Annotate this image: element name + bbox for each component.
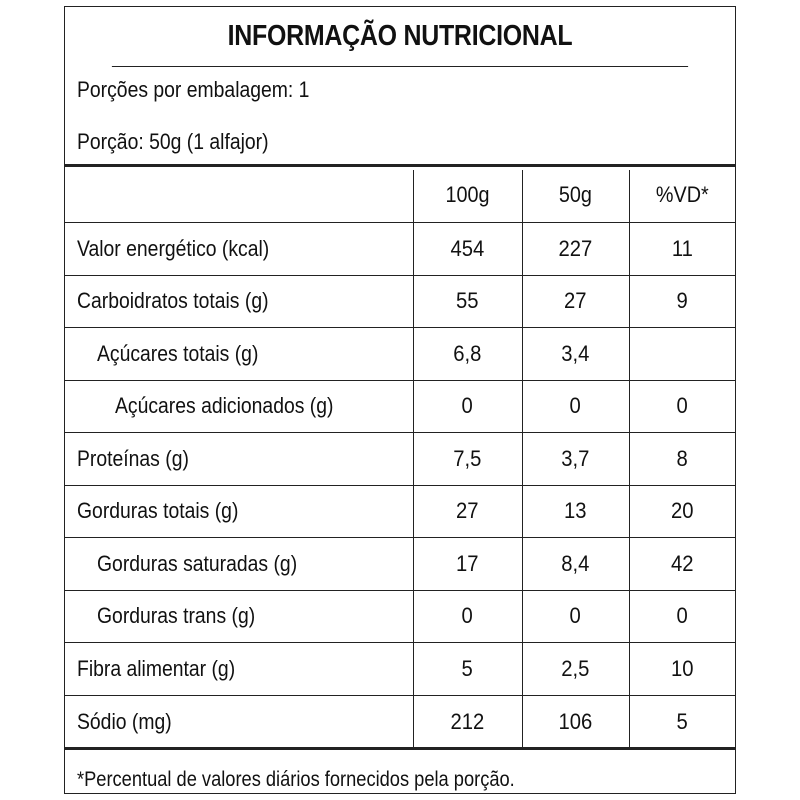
- value-100g: [413, 328, 522, 381]
- value-50g: [522, 380, 629, 433]
- value-100g: [413, 275, 522, 328]
- value-50g: [522, 590, 629, 643]
- value-vd-text: 42: [670, 550, 694, 576]
- value-50g-text: 0: [569, 393, 582, 419]
- serving-info: [65, 67, 735, 167]
- value-100g-text: 0: [461, 603, 474, 629]
- value-50g-text: 227: [558, 235, 593, 261]
- value-50g-text: 3,4: [561, 340, 590, 366]
- row-label-text: Gorduras trans (g): [97, 603, 256, 629]
- value-100g: [413, 485, 522, 538]
- value-vd: [629, 275, 735, 328]
- table-row: [65, 695, 735, 748]
- row-label: [65, 485, 413, 538]
- value-vd: [629, 433, 735, 486]
- nutrition-table: [65, 170, 735, 748]
- value-vd-text: 10: [670, 655, 694, 681]
- value-100g: [413, 380, 522, 433]
- row-label-text: Valor energético (kcal): [77, 235, 270, 261]
- value-50g: [522, 643, 629, 696]
- value-50g-text: 27: [564, 288, 587, 314]
- header-50g-text: 50g: [558, 182, 593, 207]
- value-100g: [413, 223, 522, 276]
- label-title: INFORMAÇÃO NUTRICIONAL: [112, 7, 688, 67]
- table-row: [65, 643, 735, 696]
- value-50g-text: 2,5: [561, 655, 590, 681]
- value-vd-text: 5: [676, 708, 688, 734]
- value-vd-text: 20: [670, 498, 694, 524]
- table-header-row: [65, 170, 735, 223]
- value-100g: [413, 643, 522, 696]
- header-100g-text: 100g: [445, 182, 490, 207]
- header-50g: [522, 170, 629, 223]
- row-label-text: Sódio (mg): [77, 708, 172, 734]
- value-vd-text: 11: [671, 235, 693, 261]
- row-label: [65, 328, 413, 381]
- row-label-text: Açúcares adicionados (g): [115, 393, 334, 419]
- value-50g: [522, 485, 629, 538]
- row-label: [65, 538, 413, 591]
- value-vd-text: 9: [676, 288, 688, 314]
- row-label: [65, 275, 413, 328]
- value-vd: [629, 643, 735, 696]
- table-row: [65, 275, 735, 328]
- value-100g-text: 27: [456, 498, 479, 524]
- table-row: [65, 433, 735, 486]
- value-50g: [522, 223, 629, 276]
- value-50g-text: 106: [558, 708, 593, 734]
- value-50g-text: 8,4: [561, 550, 590, 576]
- value-100g-text: 17: [456, 550, 479, 576]
- value-50g-text: 3,7: [561, 445, 590, 471]
- row-label-text: Fibra alimentar (g): [77, 655, 236, 681]
- portion-size: Porção: 50g (1 alfajor): [77, 129, 269, 154]
- value-vd-text: 0: [676, 603, 688, 629]
- value-50g: [522, 538, 629, 591]
- nutrition-facts-label: [64, 6, 736, 794]
- row-label: [65, 590, 413, 643]
- table-row: [65, 328, 735, 381]
- value-100g-text: 7,5: [453, 445, 482, 471]
- row-label: [65, 695, 413, 748]
- value-50g: [522, 433, 629, 486]
- value-vd: [629, 590, 735, 643]
- header-vd: [629, 170, 735, 223]
- value-50g: [522, 695, 629, 748]
- value-vd: [629, 485, 735, 538]
- row-label-text: Gorduras totais (g): [77, 498, 239, 524]
- value-vd-text: 8: [676, 445, 688, 471]
- value-vd: [629, 380, 735, 433]
- footnote: *Percentual de valores diários fornecidos pela porção.: [77, 768, 515, 791]
- row-label: [65, 380, 413, 433]
- value-100g: [413, 433, 522, 486]
- value-100g-text: 454: [450, 235, 485, 261]
- value-100g: [413, 590, 522, 643]
- row-label-text: Gorduras saturadas (g): [97, 550, 298, 576]
- value-100g-text: 5: [461, 655, 474, 681]
- header-vd-text: %VD*: [655, 182, 709, 207]
- value-50g-text: 0: [569, 603, 582, 629]
- table-row: [65, 538, 735, 591]
- value-50g: [522, 328, 629, 381]
- table-row: [65, 223, 735, 276]
- portions-per-package: Porções por embalagem: 1: [77, 77, 310, 102]
- value-100g: [413, 695, 522, 748]
- value-50g-text: 13: [564, 498, 587, 524]
- value-vd: [629, 223, 735, 276]
- table-row: [65, 485, 735, 538]
- header-empty-cell: [65, 170, 413, 223]
- row-label-text: Açúcares totais (g): [97, 340, 259, 366]
- value-100g-text: 212: [450, 708, 485, 734]
- header-100g: [413, 170, 522, 223]
- value-100g-text: 6,8: [453, 340, 482, 366]
- value-100g-text: 0: [461, 393, 474, 419]
- row-label: [65, 643, 413, 696]
- value-100g-text: 55: [456, 288, 479, 314]
- value-50g: [522, 275, 629, 328]
- footnote-section: [65, 747, 735, 793]
- table-row: [65, 590, 735, 643]
- row-label-text: Proteínas (g): [77, 445, 189, 471]
- value-100g: [413, 538, 522, 591]
- value-vd-text: 0: [676, 393, 688, 419]
- value-vd: [629, 538, 735, 591]
- row-label: [65, 433, 413, 486]
- row-label-text: Carboidratos totais (g): [77, 288, 269, 314]
- table-row: [65, 380, 735, 433]
- value-vd: [629, 328, 735, 381]
- value-vd: [629, 695, 735, 748]
- row-label: [65, 223, 413, 276]
